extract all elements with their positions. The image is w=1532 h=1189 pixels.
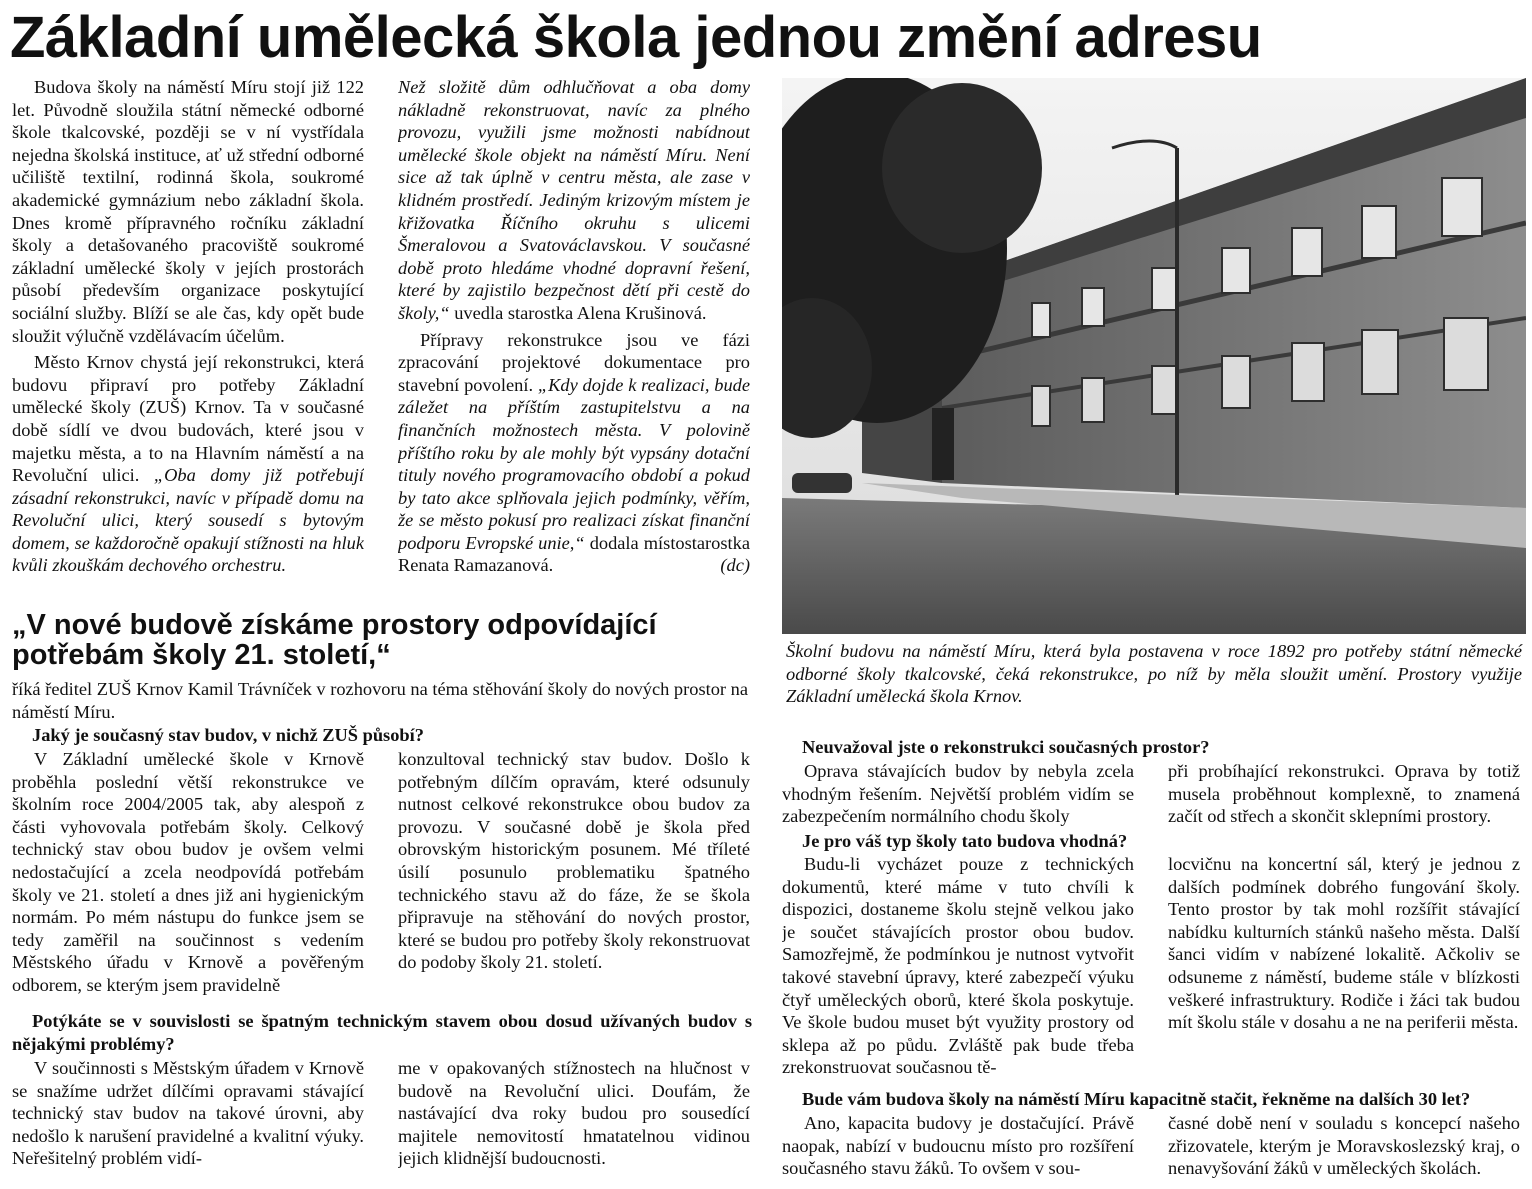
mayor-quote-continued: Než složitě dům odhlučňovat a oba domy nákladně rekonstruovat, navíc za plného provozu, využili jsme možnosti nabídnout umělecké škole objekt na náměstí Míru. Není sice až tak úplně v centru města, ale zase v klidném prostředí. Jediným krizovým místem je křižovatka Říčního okruhu s ulicemi Šmeralovou a Svatováclavskou. V současné době proto hledáme vhodné dopravní řešení, které by zajistilo bezpečnost dětí při cestě do školy,“ xyxy=(398,77,750,323)
answer-text: locvičnu na koncertní sál, který je jednou z dalších podmínek dobrého fungování školy. Tento prostor by tak mohl rozšířit stávající nabídku kulturních stánků našeho města. Další šanci vidím v nabízené lokalitě. Ačkoliv se odsuneme z náměstí, budeme stále v blízkosti veškeré infrastruktury. Rodiče i žáci tak budou mít školu stále v dosahu a ne na periferii města. xyxy=(1168,854,1520,1033)
answer-text: me v opakovaných stížnostech na hlučnost v budově na Revoluční ulici. Doufám, že nastávající dva roky budou pro sousedící majitele nemovitostí hmatatelnou vidinou jejich klidnější budoucnosti. xyxy=(398,1058,750,1169)
answer-text: konzultoval technický stav budov. Došlo k potřebným dílčím opravám, které odsunuly nutnost celkové rekonstrukce obou budov za provozu. V současné době je škola před obrovským historickým posunem. Mé tříleté úsilí posunulo problematiku špatného technického stavu až do fáze, že se škola připravuje na stěhování do nových prostor, které se budou pro potřeby školy rekonstruovat do podoby školy 21. století. xyxy=(398,749,750,973)
article-paragraph xyxy=(398,329,750,578)
article-text: Město Krnov chystá její rekonstrukci, která budovu připraví pro potřeby Základní umělecké školy (ZUŠ) Krnov. Ta v současné době sídlí ve dvou budovách, které jsou v majetku města, a to na Hlavním náměstí a na Revoluční ulici. xyxy=(12,352,364,486)
interview-lead: říká ředitel ZUŠ Krnov Kamil Trávníček v rozhovoru na téma stěhování školy do nových prostor na náměstí Míru. xyxy=(12,679,748,722)
article-paragraph xyxy=(12,351,364,577)
answer-1-column-2 xyxy=(398,748,750,1006)
answer-2-column-1 xyxy=(12,1057,364,1185)
answer-4-column-2 xyxy=(1168,853,1520,1085)
interview-title: „V nové budově získáme prostory odpovídající potřebám školy 21. století,“ xyxy=(12,609,657,671)
answer-3-column-2 xyxy=(1168,760,1520,830)
answer-text: V součinnosti s Městským úřadem v Krnově se snažíme udržet dílčími opravami stávající technický stav budov na takové úrovni, aby nedošlo k narušení pravidelné a kvalitní výuky. Neřešitelný problém vidí- xyxy=(12,1058,364,1169)
vice-mayor-quote: „Kdy dojde k realizaci, bude záležet na příštím zastupitelstvu a na finančních možnostech města. V polovině příštího roku by ale mohly být vypsány dotační tituly nového programovacího období a pokud by tato akce splňovala jejich podmínky, věřím, že se město pokusí pro realizaci získat finanční podporu Evropské unie,“ xyxy=(398,374,750,553)
photo-caption: Školní budovu na náměstí Míru, která byla postavena v roce 1892 pro potřeby státní německé odborné školy tkalcovské, čeká rekonstrukce, po níž by měla sloužit umění. Prostory využije Základní umělecká škola Krnov. xyxy=(786,641,1522,707)
author-signature: (dc) xyxy=(720,555,750,576)
article-column-2 xyxy=(398,76,750,590)
question-3: Neuvažoval jste o rekonstrukci současných prostor? xyxy=(802,737,1210,757)
school-building-photo xyxy=(782,78,1526,634)
answer-text: časné době není v souladu s koncepcí našeho zřizovatele, kterým je Moravskoslezský kraj, o nenavyšování žáků v uměleckých školách. xyxy=(1168,1113,1520,1179)
question-4: Je pro váš typ školy tato budova vhodná? xyxy=(802,831,1128,851)
quote-attribution: uvedla starostka Alena Krušinová. xyxy=(454,302,707,323)
mayor-quote: „Oba domy již potřebují zásadní rekonstrukci, navíc v případě domu na Revoluční ulici, který sousedí s bytovým domem, se každoročně opakují stížnosti na hluk kvůli zkouškám dechového orchestru. xyxy=(12,465,364,576)
article-text: Přípravy rekonstrukce jsou ve fázi zpracování projektové dokumentace pro stavební povolení. xyxy=(398,329,750,395)
answer-text: Budu-li vycházet pouze z technických dokumentů, které máme v tuto chvíli k dispozici, dostaneme školu stejně velkou jako je součet stávajících prostor obou budov. Samozřejmě, že podmínkou je nutnost vytvořit takové stavební úpravy, které zabezpečí výuku čtyř uměleckých oborů, které škola poskytuje. Ve škole budou muset být využity prostory od sklepa až po půdu. Zvláště pak bude třeba zrekonstruovat současnou tě- xyxy=(782,854,1134,1078)
article-headline: Základní umělecká škola jednou změní adresu xyxy=(10,5,1262,70)
answer-5-column-2 xyxy=(1168,1112,1520,1184)
answer-text: při probíhající rekonstrukci. Oprava by totiž musela proběhnout komplexně, to znamená začít od střech a skončit sklepními prostory. xyxy=(1168,761,1520,827)
quote-attribution: dodala místostarostka Renata Ramazanová. xyxy=(398,532,750,576)
answer-1-column-1 xyxy=(12,748,364,1006)
answer-2-column-2 xyxy=(398,1057,750,1185)
article-column-1 xyxy=(12,76,364,612)
article-paragraph: Budova školy na náměstí Míru stojí již 122 let. Původně sloužila státní německé odborné škole tkalcovské, později se v ní vystřídala nejedna školská instituce, ať už střední odborné učiliště textilní, rodinná škola, soukromé akademické gymnázium nebo základní škola. Dnes kromě přípravného ročníku základní školy a detašovaného pracoviště soukromé základní umělecké školy v jejích prostorách působí především organizace poskytující sociální služby. Blíží se ale čas, kdy opět bude sloužit výlučně vzdělávacím účelům. xyxy=(12,77,364,346)
question-5: Bude vám budova školy na náměstí Míru kapacitně stačit, řekněme na dalších 30 let? xyxy=(802,1089,1471,1109)
answer-4-column-1 xyxy=(782,853,1134,1085)
answer-text: Ano, kapacita budovy je dostačující. Právě naopak, nabízí v budoucnu místo pro rozšíření současného stavu žáků. To ovšem v sou- xyxy=(782,1113,1134,1179)
answer-text: V Základní umělecké škole v Krnově proběhla poslední větší rekonstrukce ve školním roce 2004/2005 tak, aby alespoň z části vyhovovala potřebám školy. Celkový technický stav obou budov je ovšem velmi nedostačující a zcela neodpovídá potřebám školy ve 21. století a dnes již ani hygienickým normám. Po mém nástupu do funkce jsem se tedy zaměřil na součinnost s vedením Městského úřadu v Krnově a pověřeným odborem, se kterým jsem pravidelně xyxy=(12,749,364,995)
article-paragraph xyxy=(398,76,750,325)
answer-5-column-1 xyxy=(782,1112,1134,1184)
question-2: Potýkáte se v souvislosti se špatným technickým stavem obou dosud užívaných budov s nějakými problémy? xyxy=(12,1011,752,1054)
answer-3-column-1 xyxy=(782,760,1134,830)
answer-text: Oprava stávajících budov by nebyla zcela vhodným řešením. Největší problém vidím se zabezpečením normálního chodu školy xyxy=(782,761,1134,827)
question-1: Jaký je současný stav budov, v nichž ZUŠ působí? xyxy=(32,725,424,745)
